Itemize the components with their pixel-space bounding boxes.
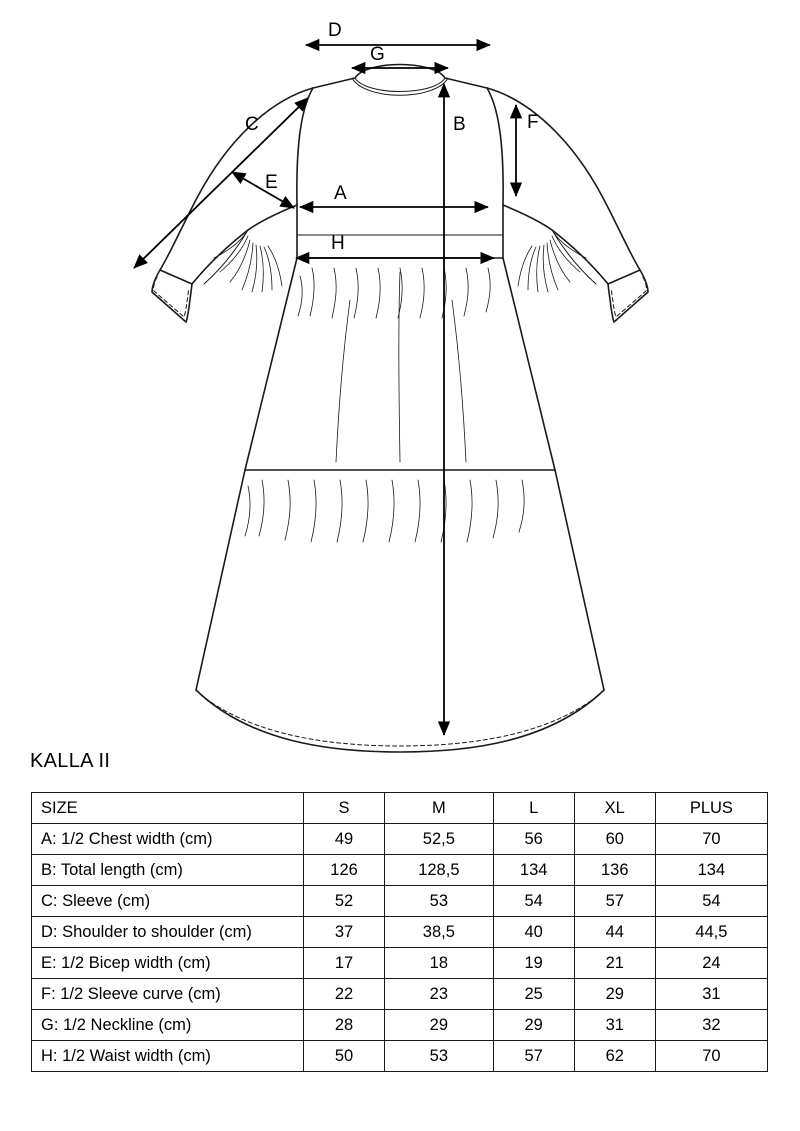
cell-b-s: 126 <box>304 855 385 886</box>
measure-label-D: D <box>328 20 342 41</box>
cell-d-l: 40 <box>493 917 574 948</box>
cell-e-xl: 21 <box>574 948 655 979</box>
cell-a-plus: 70 <box>655 824 767 855</box>
row-label-h: H: 1/2 Waist width (cm) <box>32 1041 304 1072</box>
table-row <box>32 824 768 855</box>
cell-b-m: 128,5 <box>385 855 494 886</box>
cell-h-m: 53 <box>385 1041 494 1072</box>
measure-label-C: C <box>245 114 259 135</box>
column-header-m: M <box>385 793 494 824</box>
cell-g-l: 29 <box>493 1010 574 1041</box>
cell-b-l: 134 <box>493 855 574 886</box>
table-row <box>32 1041 768 1072</box>
table-row <box>32 886 768 917</box>
cell-c-s: 52 <box>304 886 385 917</box>
cell-f-l: 25 <box>493 979 574 1010</box>
measure-label-F: F <box>527 112 539 133</box>
column-header-s: S <box>304 793 385 824</box>
cell-g-m: 29 <box>385 1010 494 1041</box>
cell-a-l: 56 <box>493 824 574 855</box>
cell-c-xl: 57 <box>574 886 655 917</box>
cell-a-s: 49 <box>304 824 385 855</box>
cell-d-m: 38,5 <box>385 917 494 948</box>
cell-c-l: 54 <box>493 886 574 917</box>
cell-h-s: 50 <box>304 1041 385 1072</box>
measure-label-A: A <box>334 183 347 204</box>
cell-b-plus: 134 <box>655 855 767 886</box>
table-header-row <box>32 793 768 824</box>
row-label-d: D: Shoulder to shoulder (cm) <box>32 917 304 948</box>
measure-label-E: E <box>265 172 278 193</box>
cell-c-m: 53 <box>385 886 494 917</box>
cell-d-xl: 44 <box>574 917 655 948</box>
measure-label-G: G <box>370 44 385 65</box>
cell-h-plus: 70 <box>655 1041 767 1072</box>
cell-e-s: 17 <box>304 948 385 979</box>
page-title: KALLA II <box>30 750 111 772</box>
cell-g-xl: 31 <box>574 1010 655 1041</box>
cell-h-xl: 62 <box>574 1041 655 1072</box>
cell-e-m: 18 <box>385 948 494 979</box>
cell-a-xl: 60 <box>574 824 655 855</box>
cell-e-plus: 24 <box>655 948 767 979</box>
row-label-c: C: Sleeve (cm) <box>32 886 304 917</box>
size-chart-table <box>31 792 768 1072</box>
table-row <box>32 1010 768 1041</box>
cell-e-l: 19 <box>493 948 574 979</box>
row-label-a: A: 1/2 Chest width (cm) <box>32 824 304 855</box>
cell-a-m: 52,5 <box>385 824 494 855</box>
cell-f-s: 22 <box>304 979 385 1010</box>
cell-d-plus: 44,5 <box>655 917 767 948</box>
cell-f-m: 23 <box>385 979 494 1010</box>
cell-d-s: 37 <box>304 917 385 948</box>
row-label-g: G: 1/2 Neckline (cm) <box>32 1010 304 1041</box>
cell-f-xl: 29 <box>574 979 655 1010</box>
cell-b-xl: 136 <box>574 855 655 886</box>
cell-g-s: 28 <box>304 1010 385 1041</box>
column-header-xl: XL <box>574 793 655 824</box>
column-header-plus: PLUS <box>655 793 767 824</box>
cell-c-plus: 54 <box>655 886 767 917</box>
cell-f-plus: 31 <box>655 979 767 1010</box>
cell-h-l: 57 <box>493 1041 574 1072</box>
row-label-e: E: 1/2 Bicep width (cm) <box>32 948 304 979</box>
cell-g-plus: 32 <box>655 1010 767 1041</box>
table-row <box>32 855 768 886</box>
table-row <box>32 948 768 979</box>
column-header-l: L <box>493 793 574 824</box>
table-row <box>32 917 768 948</box>
table-row <box>32 979 768 1010</box>
row-label-f: F: 1/2 Sleeve curve (cm) <box>32 979 304 1010</box>
measure-label-H: H <box>331 233 345 254</box>
column-header-size: SIZE <box>32 793 304 824</box>
row-label-b: B: Total length (cm) <box>32 855 304 886</box>
measure-label-B: B <box>453 114 466 135</box>
